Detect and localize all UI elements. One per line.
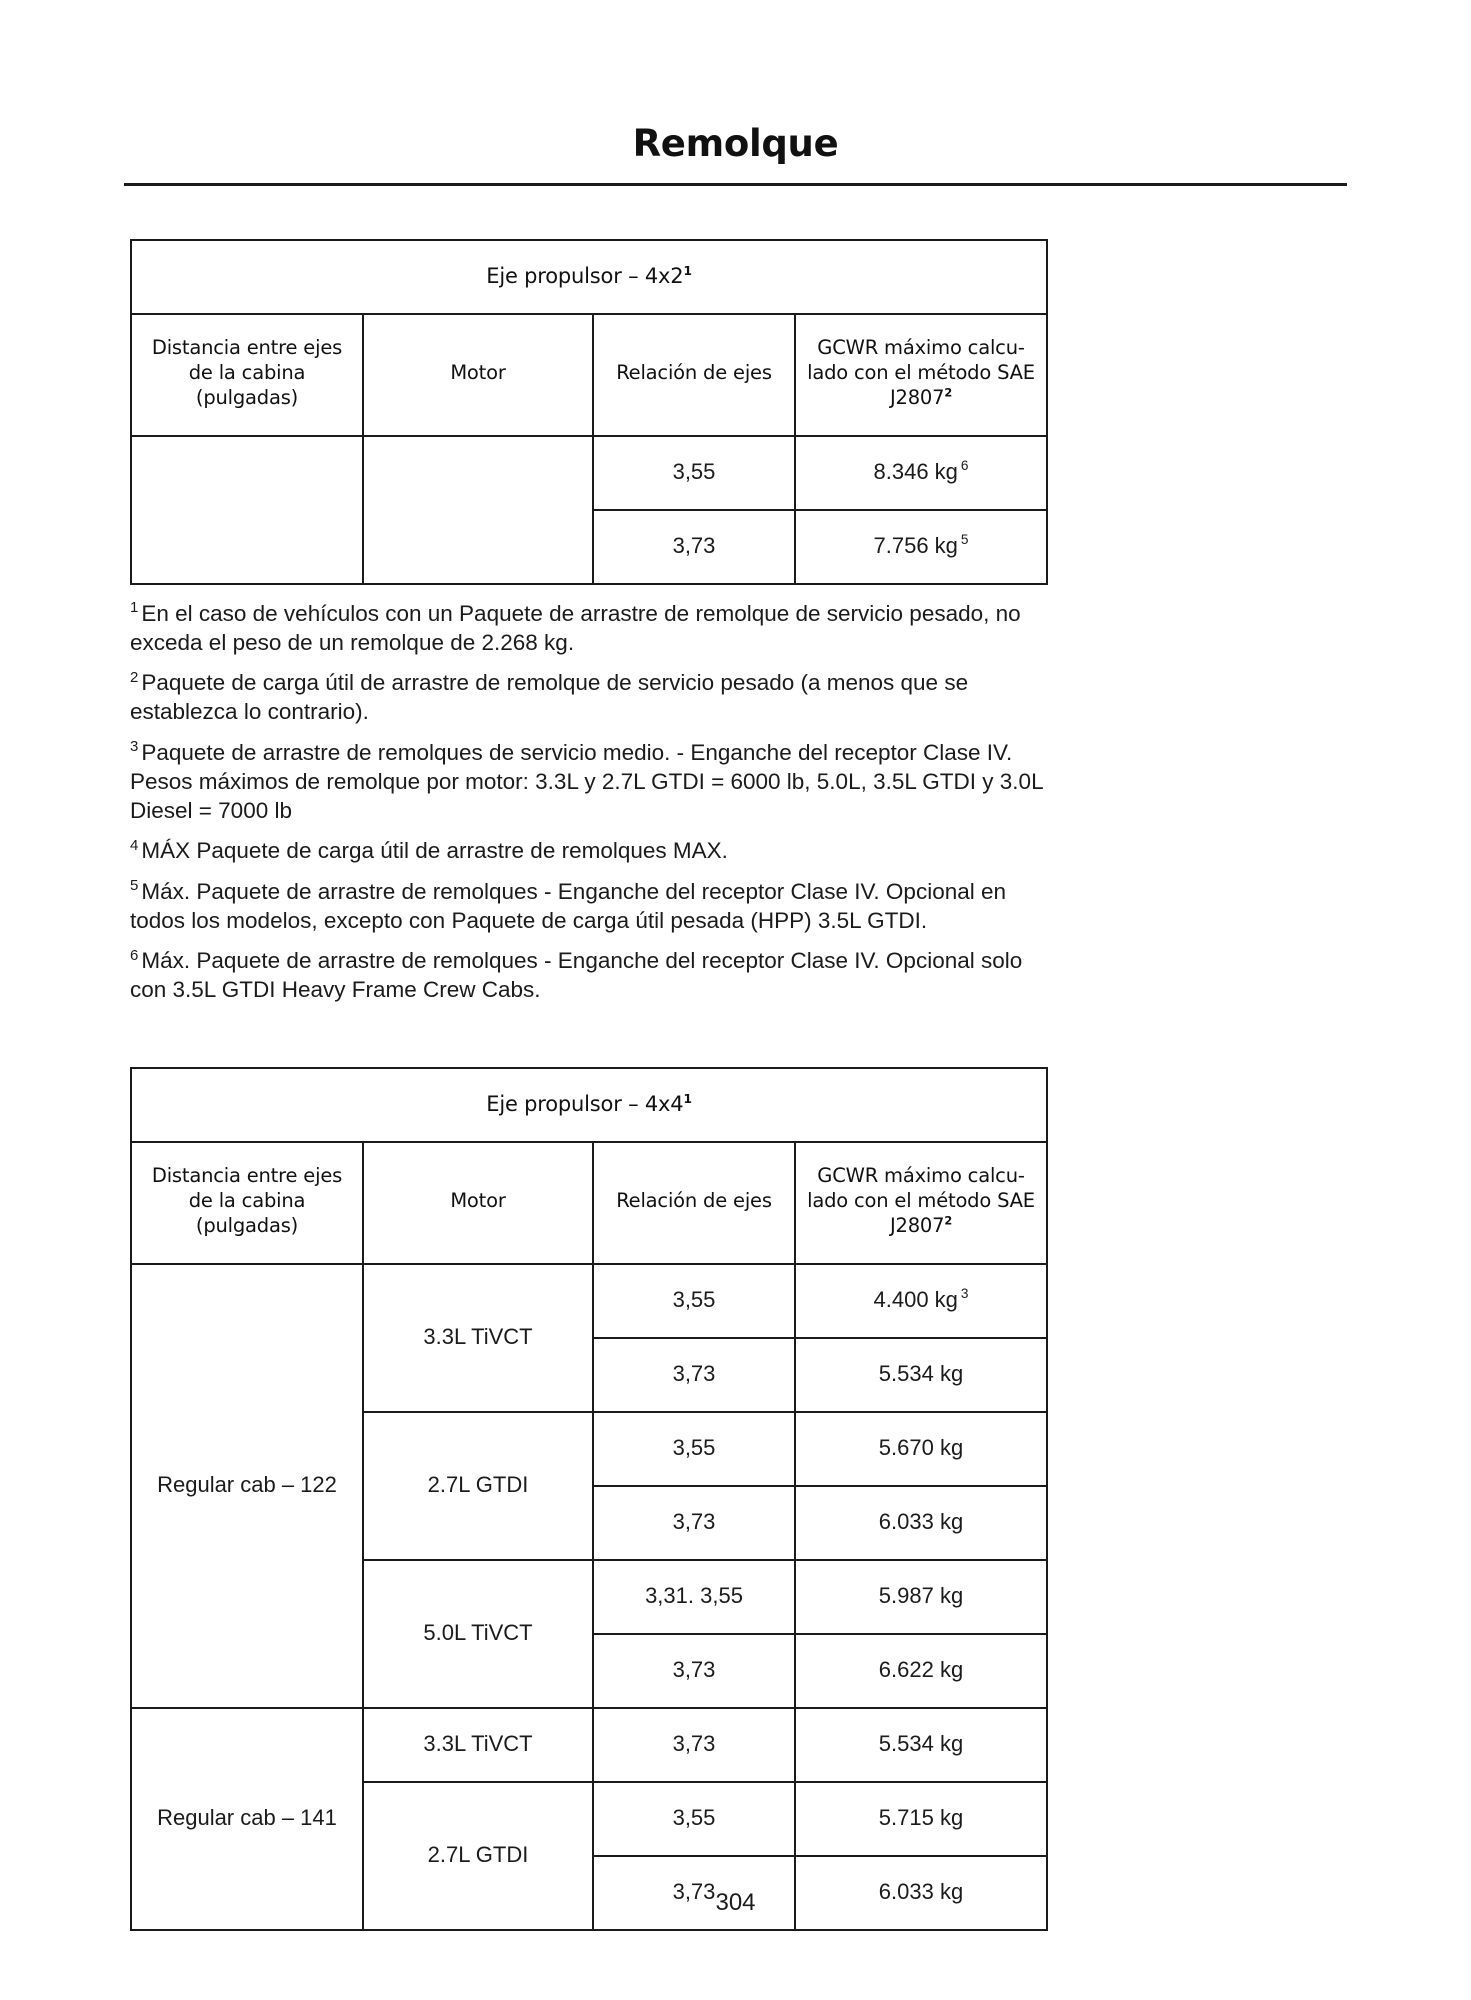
col-line: Distancia entre ejes [151, 336, 343, 360]
cell-gcwr-value: 7.756 kg [873, 532, 958, 558]
table-4x2-header-row [131, 314, 1047, 436]
col-line: Motor [450, 361, 506, 385]
cell-gcwr: 5.534 kg [795, 1708, 1047, 1782]
footnotes-block [130, 599, 1050, 1005]
cell-engine: 2.7L GTDI [363, 1412, 593, 1560]
col-line: (pulgadas) [195, 386, 299, 410]
table-4x2-banner-cell [131, 240, 1047, 314]
footnote-marker: 4 [130, 836, 139, 854]
col-line: Relación de ejes [616, 1189, 772, 1213]
footnote-text: En el caso de vehículos con un Paquete de arrastre de remolque de servicio pesado, no exceda el peso de un remolque de 2.268 kg. [130, 600, 1021, 655]
footnote-marker: 1 [130, 599, 139, 617]
table-4x2-banner-footnote: 1 [683, 263, 692, 278]
cell-ratio: 3,73 [593, 1708, 795, 1782]
cell-gcwr: 6.033 kg [795, 1486, 1047, 1560]
table-4x4-col-ratio [593, 1142, 795, 1264]
cell-gcwr-footnote: 3 [960, 1286, 969, 1302]
col-line: Motor [450, 1189, 506, 1213]
col-line: de la cabina [188, 1189, 306, 1213]
cell-engine: 5.0L TiVCT [363, 1560, 593, 1708]
footnote-item [130, 946, 1050, 1005]
col-line: GCWR máximo calcu- [817, 1164, 1025, 1188]
col-line: Relación de ejes [616, 361, 772, 385]
cell-ratio: 3,73 [593, 1634, 795, 1708]
table-4x4-col-wheelbase [131, 1142, 363, 1264]
cell-ratio: 3,73 [593, 1486, 795, 1560]
cell-engine: 3.3L TiVCT [363, 1264, 593, 1412]
cell-gcwr: 5.987 kg [795, 1560, 1047, 1634]
table-4x4 [130, 1067, 1048, 1931]
table-4x4-header-row [131, 1142, 1047, 1264]
footnote-item [130, 877, 1050, 936]
footnote-item [130, 836, 1050, 865]
table-4x2-col-gcwr [795, 314, 1047, 436]
col-line: J2807 [889, 1214, 945, 1238]
cell-ratio: 3,73 [593, 1856, 795, 1930]
cell-gcwr [795, 436, 1047, 510]
table-row [131, 1708, 1047, 1782]
footnote-text: Máx. Paquete de arrastre de remolques - Enganche del receptor Clase IV. Opcional en todos los modelos, excepto con Paquete de carga útil pesada (HPP) 3.5L GTDI. [130, 878, 1007, 933]
footnote-text: Paquete de carga útil de arrastre de remolque de servicio pesado (a menos que se establezca lo contrario). [130, 670, 969, 725]
cell-wheelbase: Regular cab – 122 [131, 1264, 363, 1708]
footnote-item [130, 738, 1050, 826]
cell-gcwr: 5.670 kg [795, 1412, 1047, 1486]
table-4x4-col-gcwr [795, 1142, 1047, 1264]
table-4x2-banner-row [131, 240, 1047, 314]
cell-gcwr [795, 1264, 1047, 1338]
cell-gcwr: 6.622 kg [795, 1634, 1047, 1708]
cell-ratio: 3,73 [593, 1338, 795, 1412]
col-line: J2807 [889, 386, 945, 410]
cell-gcwr-value: 8.346 kg [873, 458, 958, 484]
table-4x2-col-engine [363, 314, 593, 436]
cell-engine [363, 436, 593, 584]
col-line: (pulgadas) [195, 1214, 299, 1238]
footnote-marker: 6 [130, 946, 139, 964]
col-line: GCWR máximo calcu- [817, 336, 1025, 360]
table-4x2 [130, 239, 1048, 585]
cell-gcwr: 5.715 kg [795, 1782, 1047, 1856]
footnote-marker: 5 [130, 877, 139, 895]
table-row [131, 1264, 1047, 1338]
cell-ratio: 3,55 [593, 1782, 795, 1856]
cell-ratio: 3,73 [593, 510, 795, 584]
footnote-text: Máx. Paquete de arrastre de remolques - Enganche del receptor Clase IV. Opcional solo con 3.5L GTDI Heavy Frame Crew Cabs. [130, 948, 1023, 1003]
table-4x2-col-ratio [593, 314, 795, 436]
table-block-4x2 [130, 239, 1343, 585]
footnote-text: Paquete de arrastre de remolques de servicio medio. - Enganche del receptor Clase IV. Pesos máximos de remolque por motor: 3.3L y 2.7L GTDI = 6000 lb, 5.0L, 3.5L GTDI y 3.0L Diesel = 7000 lb [130, 739, 1043, 824]
page-title: Remolque [632, 122, 839, 165]
col-line: lado con el método SAE [807, 361, 1035, 385]
cell-ratio: 3,55 [593, 1264, 795, 1338]
cell-engine: 3.3L TiVCT [363, 1708, 593, 1782]
table-row [131, 436, 1047, 510]
col-footnote: 2 [944, 1214, 953, 1228]
col-footnote: 2 [944, 386, 953, 400]
cell-wheelbase: Regular cab – 141 [131, 1708, 363, 1930]
col-line: lado con el método SAE [807, 1189, 1035, 1213]
cell-gcwr-value: 4.400 kg [873, 1286, 958, 1312]
table-4x4-banner-cell [131, 1068, 1047, 1142]
cell-gcwr-footnote: 6 [960, 458, 969, 474]
table-4x2-banner-text: Eje propulsor – 4x2 [486, 263, 684, 288]
footnote-marker: 2 [130, 668, 139, 686]
table-4x4-banner-row [131, 1068, 1047, 1142]
page-number: 304 [715, 1889, 756, 1916]
footnote-item [130, 668, 1050, 727]
table-4x4-banner-text: Eje propulsor – 4x4 [486, 1091, 684, 1116]
footnote-item [130, 599, 1050, 658]
footnote-marker: 3 [130, 738, 139, 756]
cell-gcwr-footnote: 5 [960, 532, 969, 548]
cell-engine: 2.7L GTDI [363, 1782, 593, 1930]
cell-gcwr: 5.534 kg [795, 1338, 1047, 1412]
footnote-text: MÁX Paquete de carga útil de arrastre de remolques MAX. [141, 838, 728, 864]
cell-ratio: 3,31. 3,55 [593, 1560, 795, 1634]
col-line: Distancia entre ejes [151, 1164, 343, 1188]
table-4x4-col-engine [363, 1142, 593, 1264]
cell-gcwr: 6.033 kg [795, 1856, 1047, 1930]
table-4x2-col-wheelbase [131, 314, 363, 436]
cell-ratio: 3,55 [593, 436, 795, 510]
page-header [0, 0, 1471, 165]
cell-ratio: 3,55 [593, 1412, 795, 1486]
header-divider [124, 183, 1347, 186]
table-4x4-banner-footnote: 1 [683, 1091, 692, 1106]
cell-gcwr [795, 510, 1047, 584]
cell-wheelbase [131, 436, 363, 584]
col-line: de la cabina [188, 361, 306, 385]
